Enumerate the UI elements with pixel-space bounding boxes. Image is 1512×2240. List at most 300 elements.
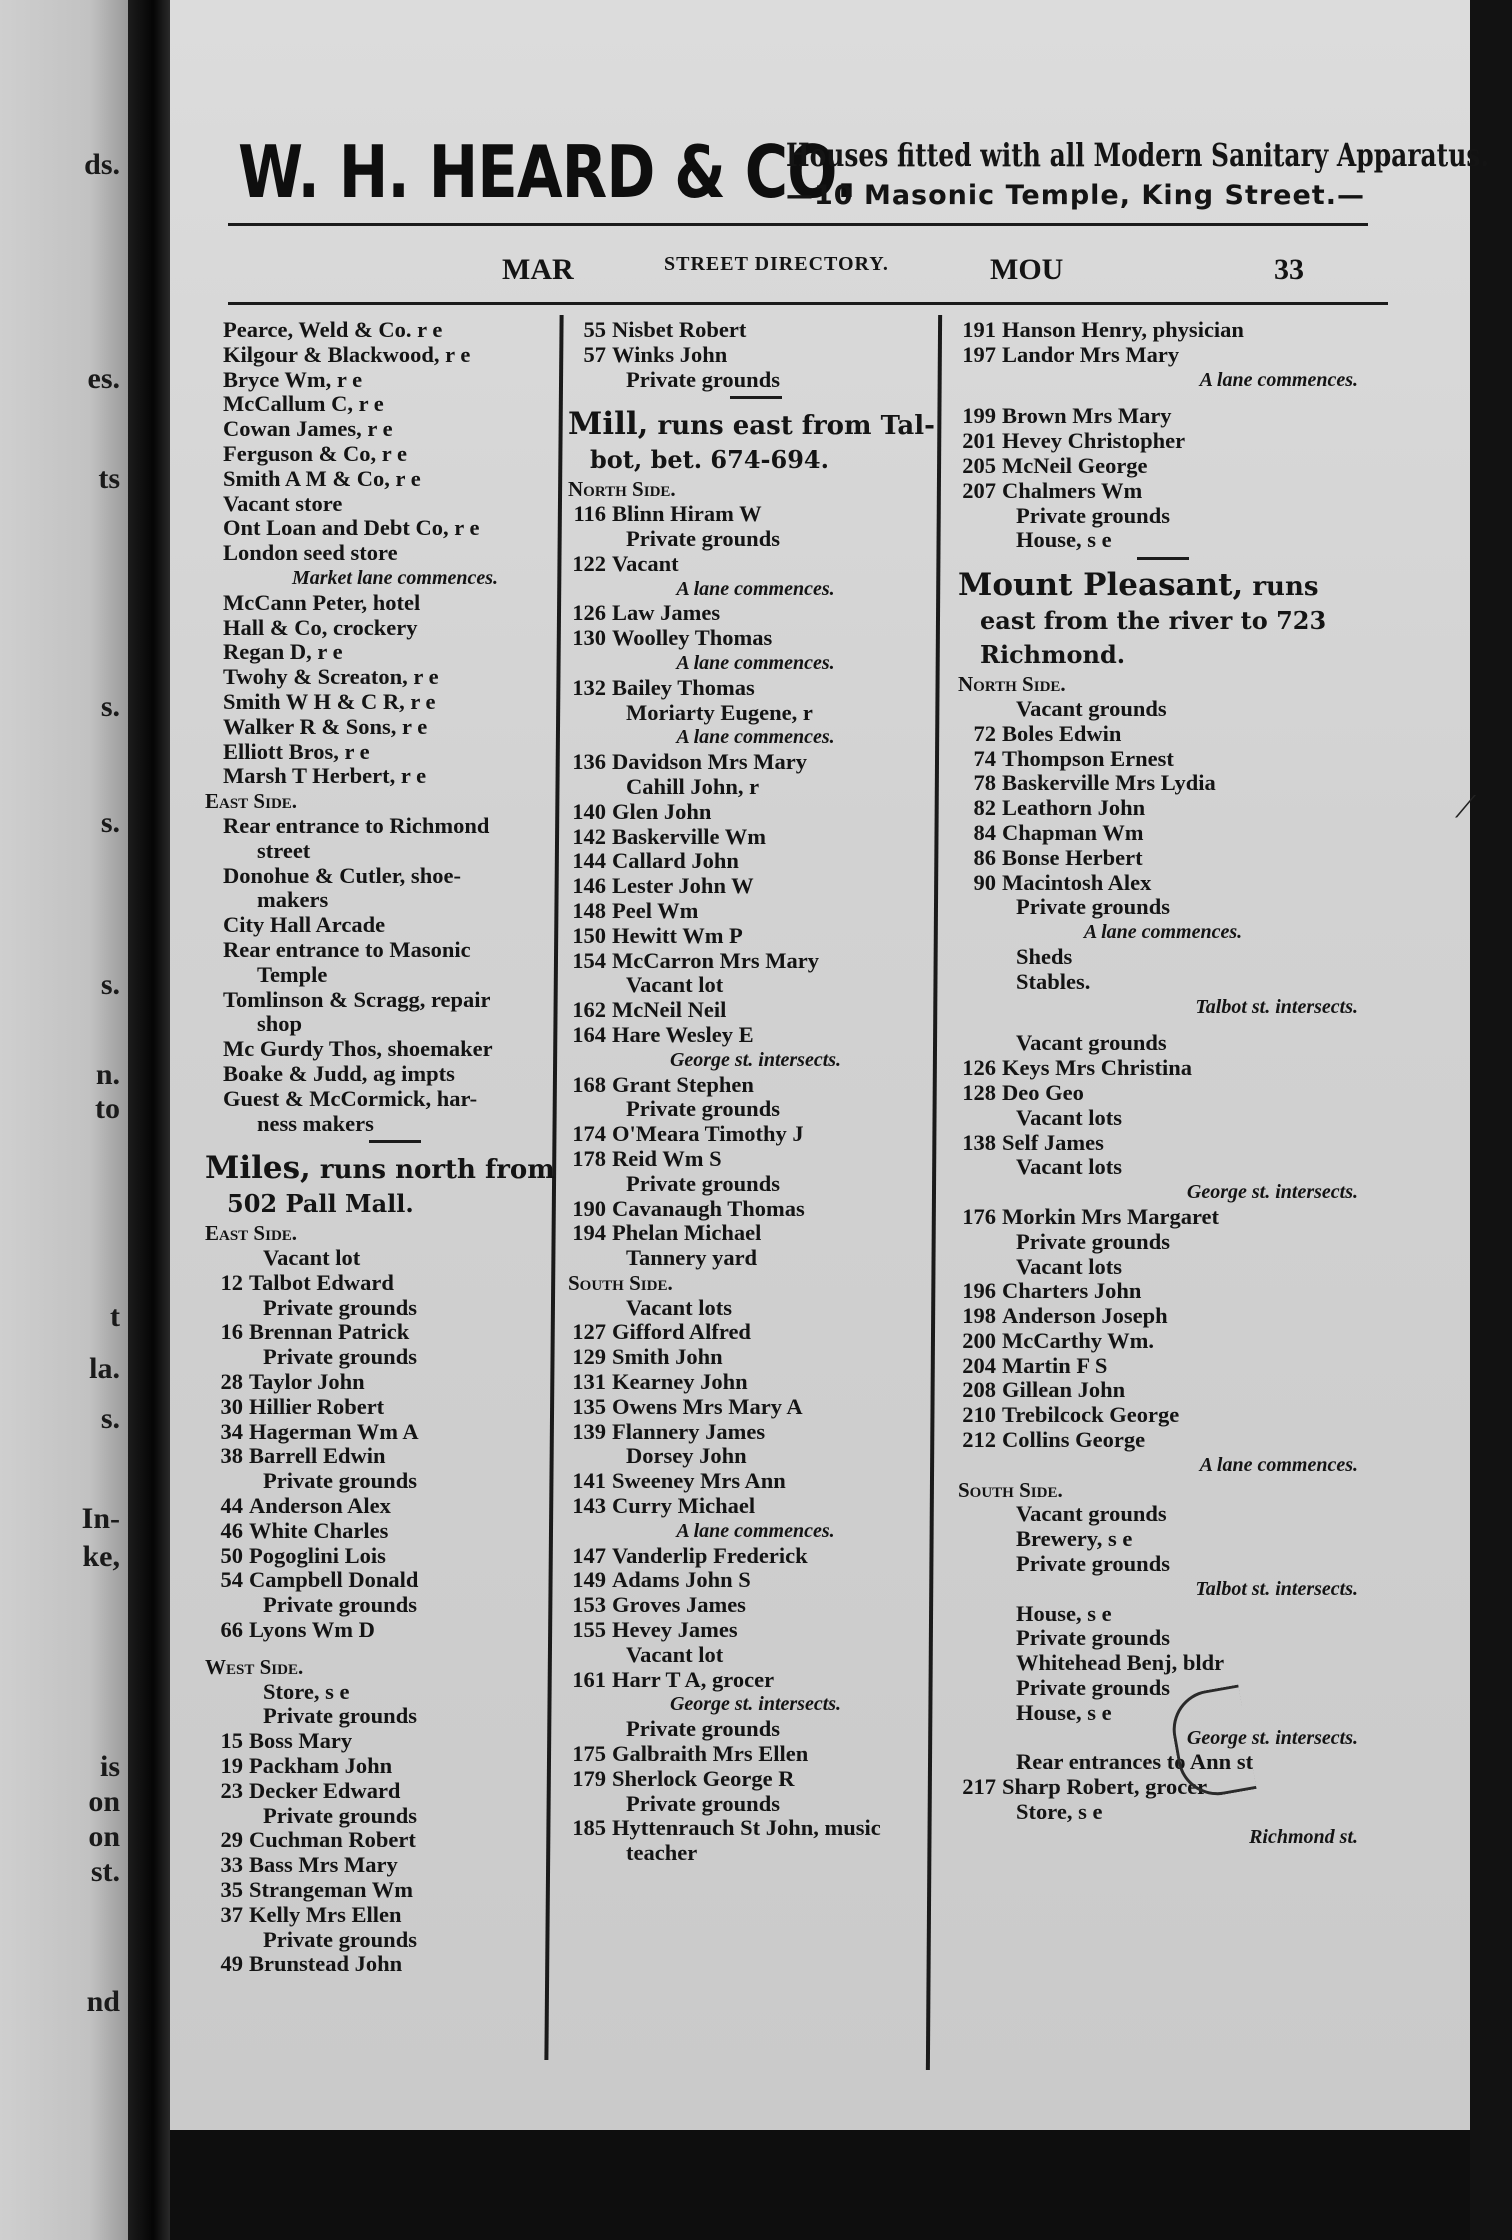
street-name: Mount Pleasant, bbox=[958, 567, 1244, 604]
occupant-name: Sharp Robert, grocer bbox=[1002, 1774, 1208, 1800]
house-number: 84 bbox=[973, 819, 996, 845]
margin-fragment: s. bbox=[100, 968, 120, 1001]
house-number: 178 bbox=[572, 1145, 606, 1171]
occupant-name: Baskerville Mrs Lydia bbox=[1002, 770, 1216, 796]
occupant-name: Winks John bbox=[612, 341, 728, 367]
house-number: 122 bbox=[572, 550, 606, 576]
occupant-name: Lyons Wm D bbox=[249, 1617, 375, 1643]
numbered-entry bbox=[560, 601, 943, 626]
numbered-entry bbox=[560, 318, 943, 343]
house-number: 128 bbox=[962, 1079, 996, 1105]
directory-entry: Pearce, Weld & Co. r e bbox=[223, 317, 443, 342]
numbered-entry bbox=[560, 1618, 943, 1643]
house-number: 29 bbox=[220, 1827, 243, 1853]
occupant-name: Kelly Mrs Ellen bbox=[249, 1901, 402, 1927]
house-number: 127 bbox=[572, 1319, 606, 1345]
house-number: 86 bbox=[973, 844, 996, 870]
street-heading bbox=[205, 1151, 585, 1221]
directory-entry: Stables. bbox=[1016, 968, 1091, 994]
book-spine bbox=[128, 0, 170, 2240]
margin-fragment: is bbox=[99, 1750, 120, 1783]
numbered-entry bbox=[560, 800, 943, 825]
cross-street-note: Market lane commences. bbox=[291, 566, 499, 589]
numbered-entry bbox=[950, 1081, 1368, 1106]
house-number: 147 bbox=[572, 1542, 606, 1568]
adjacent-page-fragment bbox=[0, 0, 128, 2240]
house-number: 207 bbox=[962, 477, 996, 503]
numbered-entry bbox=[197, 1754, 585, 1779]
numbered-entry bbox=[560, 1221, 943, 1246]
directory-column-3 bbox=[958, 318, 1368, 1850]
occupant-name: Brunstead John bbox=[249, 1951, 403, 1977]
street-side-heading: North Side. bbox=[568, 477, 676, 502]
numbered-entry bbox=[560, 899, 943, 924]
numbered-entry bbox=[950, 343, 1368, 368]
occupant-name: Decker Edward bbox=[249, 1777, 401, 1803]
numbered-entry bbox=[197, 1903, 585, 1928]
margin-mark: ⟋ bbox=[1455, 790, 1476, 825]
house-number: 196 bbox=[962, 1278, 996, 1304]
house-number: 143 bbox=[572, 1493, 606, 1519]
directory-column-1 bbox=[205, 318, 585, 1977]
page-edge-shadow bbox=[1470, 0, 1512, 2240]
occupant-name: Law James bbox=[612, 600, 721, 626]
occupant-name: Packham John bbox=[249, 1753, 393, 1779]
occupant-name: McCarron Mrs Mary bbox=[612, 947, 820, 973]
directory-entry: Rear entrance to Richmond bbox=[223, 812, 490, 838]
occupant-name: Martin F S bbox=[1002, 1352, 1108, 1378]
occupant-name: Strangeman Wm bbox=[249, 1877, 413, 1903]
directory-entry: Private grounds bbox=[1016, 1551, 1170, 1577]
occupant-name: Sweeney Mrs Ann bbox=[612, 1468, 786, 1494]
occupant-name: Gillean John bbox=[1002, 1377, 1126, 1403]
numbered-entry bbox=[560, 1742, 943, 1767]
directory-entry: Private grounds bbox=[1016, 1675, 1170, 1701]
occupant-name: Campbell Donald bbox=[249, 1567, 419, 1593]
directory-entry: Private grounds bbox=[1016, 1228, 1170, 1254]
directory-entry: Vacant lots bbox=[626, 1294, 733, 1320]
house-number: 126 bbox=[962, 1055, 996, 1081]
street-description-cont: bot, bet. 674-694. bbox=[590, 445, 829, 475]
cross-street-note: A lane commences. bbox=[676, 651, 835, 674]
directory-entry: makers bbox=[257, 887, 329, 913]
numbered-entry bbox=[560, 1147, 943, 1172]
occupant-name: Cuchman Robert bbox=[249, 1827, 416, 1853]
directory-entry: Store, s e bbox=[263, 1678, 350, 1704]
house-number: 149 bbox=[572, 1567, 606, 1593]
occupant-name: Hevey James bbox=[612, 1617, 738, 1643]
house-number: 153 bbox=[572, 1592, 606, 1618]
house-number: 201 bbox=[962, 428, 996, 454]
numbered-entry bbox=[197, 1395, 585, 1420]
directory-entry: Private grounds bbox=[263, 1294, 417, 1320]
numbered-entry bbox=[950, 1403, 1368, 1428]
house-number: 210 bbox=[962, 1402, 996, 1428]
directory-entry: Tomlinson & Scragg, repair bbox=[223, 986, 491, 1012]
street-description-cont: 502 Pall Mall. bbox=[227, 1189, 414, 1219]
margin-fragment: la. bbox=[89, 1352, 120, 1385]
directory-entry: Vacant grounds bbox=[1016, 1030, 1167, 1056]
occupant-name: Bass Mrs Mary bbox=[249, 1852, 398, 1878]
house-number: 16 bbox=[220, 1319, 243, 1345]
numbered-entry bbox=[560, 626, 943, 651]
house-number: 34 bbox=[220, 1418, 243, 1444]
margin-fragment: n. bbox=[95, 1058, 120, 1091]
street-name: Mill, bbox=[568, 406, 649, 443]
house-number: 57 bbox=[583, 341, 606, 367]
house-number: 212 bbox=[962, 1427, 996, 1453]
directory-entry: Whitehead Benj, bldr bbox=[1016, 1650, 1225, 1676]
numbered-entry bbox=[560, 552, 943, 577]
occupant-name: Vacant bbox=[612, 550, 679, 576]
directory-entry: McCallum C, r e bbox=[223, 391, 384, 417]
house-number: 35 bbox=[220, 1877, 243, 1903]
numbered-entry bbox=[197, 1853, 585, 1878]
numbered-entry bbox=[560, 924, 943, 949]
numbered-entry bbox=[950, 1378, 1368, 1403]
margin-fragment: t bbox=[110, 1300, 120, 1333]
numbered-entry bbox=[950, 722, 1368, 747]
occupant-name: Bonse Herbert bbox=[1002, 844, 1143, 870]
occupant-name: Hillier Robert bbox=[249, 1393, 385, 1419]
house-number: 164 bbox=[572, 1021, 606, 1047]
house-number: 150 bbox=[572, 922, 606, 948]
occupant-name: Anderson Joseph bbox=[1002, 1303, 1168, 1329]
house-number: 131 bbox=[572, 1369, 606, 1395]
directory-entry: Vacant lot bbox=[263, 1245, 361, 1271]
directory-entry: Guest & McCormick, har- bbox=[223, 1085, 478, 1111]
numbered-entry bbox=[560, 1197, 943, 1222]
numbered-entry bbox=[197, 1494, 585, 1519]
directory-entry: Temple bbox=[257, 961, 328, 987]
numbered-entry bbox=[197, 1320, 585, 1345]
directory-entry: Ferguson & Co, r e bbox=[223, 440, 407, 466]
house-number: 15 bbox=[220, 1728, 243, 1754]
occupant-name: McCarthy Wm. bbox=[1002, 1327, 1155, 1353]
house-number: 142 bbox=[572, 823, 606, 849]
margin-fragment: st. bbox=[90, 1855, 120, 1888]
street-description: runs bbox=[1252, 572, 1319, 603]
directory-entry: Private grounds bbox=[1016, 1625, 1170, 1651]
directory-entry: Marsh T Herbert, r e bbox=[223, 763, 427, 789]
directory-entry: Private grounds bbox=[1016, 894, 1170, 920]
numbered-entry bbox=[950, 318, 1368, 343]
occupant-name: Morkin Mrs Margaret bbox=[1002, 1203, 1220, 1229]
numbered-entry bbox=[950, 1279, 1368, 1304]
margin-fragment: es. bbox=[87, 362, 120, 395]
numbered-entry bbox=[197, 1271, 585, 1296]
numbered-entry bbox=[560, 1668, 943, 1693]
house-number: 185 bbox=[572, 1815, 606, 1841]
numbered-entry bbox=[560, 998, 943, 1023]
directory-entry: shop bbox=[257, 1011, 303, 1037]
house-number: 198 bbox=[962, 1303, 996, 1329]
directory-entry: Mc Gurdy Thos, shoemaker bbox=[223, 1036, 493, 1062]
running-head-left: MAR bbox=[502, 253, 574, 286]
directory-entry: Ont Loan and Debt Co, r e bbox=[223, 515, 480, 541]
house-number: 148 bbox=[572, 897, 606, 923]
occupant-name: White Charles bbox=[249, 1517, 389, 1543]
directory-entry: Cahill John, r bbox=[626, 773, 760, 799]
numbered-entry bbox=[950, 871, 1368, 896]
numbered-entry bbox=[560, 849, 943, 874]
street-name: Miles, bbox=[205, 1150, 311, 1187]
house-number: 168 bbox=[572, 1071, 606, 1097]
numbered-entry bbox=[560, 1345, 943, 1370]
margin-fragment: s. bbox=[100, 690, 120, 723]
occupant-name: Collins George bbox=[1002, 1427, 1146, 1453]
house-number: 132 bbox=[572, 674, 606, 700]
numbered-entry bbox=[560, 1568, 943, 1593]
numbered-entry bbox=[560, 1370, 943, 1395]
directory-entry: teacher bbox=[626, 1840, 698, 1866]
street-side-heading: South Side. bbox=[568, 1270, 673, 1295]
occupant-name: Grant Stephen bbox=[612, 1071, 754, 1097]
numbered-entry bbox=[560, 1320, 943, 1345]
occupant-name: Lester John W bbox=[612, 873, 754, 899]
occupant-name: Thompson Ernest bbox=[1002, 745, 1174, 771]
numbered-entry bbox=[950, 1304, 1368, 1329]
margin-fragment: ts bbox=[98, 462, 120, 495]
directory-entry: McCann Peter, hotel bbox=[223, 589, 421, 615]
cross-street-note: A lane commences. bbox=[676, 726, 835, 749]
numbered-entry bbox=[197, 1828, 585, 1853]
margin-fragment: on bbox=[88, 1820, 120, 1853]
house-number: 194 bbox=[572, 1220, 606, 1246]
directory-entry: ness makers bbox=[257, 1110, 374, 1136]
numbered-entry bbox=[197, 1952, 585, 1977]
header-rule bbox=[228, 302, 1388, 305]
numbered-entry bbox=[950, 404, 1368, 429]
advertiser-name: W. H. HEARD & CO. bbox=[238, 130, 857, 214]
directory-entry: Private grounds bbox=[626, 1170, 780, 1196]
house-number: 55 bbox=[583, 317, 606, 342]
numbered-entry bbox=[560, 750, 943, 775]
cross-street-note: A lane commences. bbox=[1199, 1453, 1358, 1476]
house-number: 12 bbox=[220, 1269, 243, 1295]
directory-entry: Private grounds bbox=[626, 1790, 780, 1816]
house-number: 162 bbox=[572, 997, 606, 1023]
directory-entry: Private grounds bbox=[263, 1703, 417, 1729]
house-number: 28 bbox=[220, 1369, 243, 1395]
directory-entry: Cowan James, r e bbox=[223, 416, 393, 442]
numbered-entry bbox=[950, 1131, 1368, 1156]
directory-entry: London seed store bbox=[223, 540, 398, 566]
numbered-entry bbox=[197, 1878, 585, 1903]
occupant-name: Barrell Edwin bbox=[249, 1443, 386, 1469]
occupant-name: Hagerman Wm A bbox=[249, 1418, 419, 1444]
house-number: 54 bbox=[220, 1567, 243, 1593]
occupant-name: Hewitt Wm P bbox=[612, 922, 743, 948]
directory-entry: Vacant grounds bbox=[1016, 695, 1167, 721]
numbered-entry bbox=[560, 874, 943, 899]
margin-fragment: In- bbox=[81, 1502, 120, 1535]
house-number: 33 bbox=[220, 1852, 243, 1878]
cross-street-note: A lane commences. bbox=[1199, 368, 1358, 391]
house-number: 197 bbox=[962, 341, 996, 367]
street-side-heading: South Side. bbox=[958, 1477, 1063, 1502]
occupant-name: Blinn Hiram W bbox=[612, 501, 762, 527]
directory-entry: Rear entrance to Masonic bbox=[223, 936, 471, 962]
section-separator bbox=[369, 1140, 421, 1143]
numbered-entry bbox=[560, 1023, 943, 1048]
house-number: 144 bbox=[572, 848, 606, 874]
occupant-name: Hyttenrauch St John, music bbox=[612, 1815, 881, 1841]
margin-fragment: on bbox=[88, 1785, 120, 1818]
numbered-entry bbox=[560, 1122, 943, 1147]
directory-entry: Private grounds bbox=[626, 525, 780, 551]
numbered-entry bbox=[560, 502, 943, 527]
occupant-name: Hare Wesley E bbox=[612, 1021, 754, 1047]
cross-street-note: George st. intersects. bbox=[1186, 1181, 1358, 1204]
house-number: 140 bbox=[572, 798, 606, 824]
occupant-name: Groves James bbox=[612, 1592, 746, 1618]
occupant-name: Flannery James bbox=[612, 1418, 766, 1444]
occupant-name: Keys Mrs Christina bbox=[1002, 1055, 1192, 1081]
numbered-entry bbox=[950, 1329, 1368, 1354]
directory-entry: Vacant grounds bbox=[1016, 1501, 1167, 1527]
numbered-entry bbox=[197, 1544, 585, 1569]
house-number: 191 bbox=[962, 317, 996, 342]
numbered-entry bbox=[560, 343, 943, 368]
directory-entry: Rear entrances to Ann st bbox=[1016, 1749, 1254, 1775]
house-number: 50 bbox=[220, 1542, 243, 1568]
house-number: 200 bbox=[962, 1327, 996, 1353]
house-number: 130 bbox=[572, 625, 606, 651]
section-separator bbox=[730, 396, 782, 399]
house-number: 72 bbox=[973, 720, 996, 746]
directory-entry: Vacant lots bbox=[1016, 1104, 1123, 1130]
occupant-name: Kearney John bbox=[612, 1369, 748, 1395]
house-number: 146 bbox=[572, 873, 606, 899]
street-heading bbox=[568, 407, 943, 477]
numbered-entry bbox=[560, 1544, 943, 1569]
directory-entry: Smith W H & C R, r e bbox=[223, 688, 436, 714]
directory-entry: House, s e bbox=[1016, 1600, 1112, 1626]
house-number: 19 bbox=[220, 1753, 243, 1779]
numbered-entry bbox=[950, 454, 1368, 479]
numbered-entry bbox=[950, 1056, 1368, 1081]
numbered-entry bbox=[197, 1444, 585, 1469]
directory-entry: Tannery yard bbox=[626, 1245, 758, 1271]
numbered-entry bbox=[197, 1568, 585, 1593]
occupant-name: Vanderlip Frederick bbox=[612, 1542, 808, 1568]
house-number: 90 bbox=[973, 869, 996, 895]
numbered-entry bbox=[197, 1420, 585, 1445]
numbered-entry bbox=[950, 846, 1368, 871]
directory-entry: Vacant lot bbox=[626, 972, 724, 998]
numbered-entry bbox=[560, 825, 943, 850]
occupant-name: Anderson Alex bbox=[249, 1493, 391, 1519]
margin-fragment: to bbox=[95, 1092, 120, 1125]
directory-entry: City Hall Arcade bbox=[223, 912, 386, 938]
house-number: 139 bbox=[572, 1418, 606, 1444]
cross-street-note: A lane commences. bbox=[676, 1519, 835, 1542]
house-number: 175 bbox=[572, 1741, 606, 1767]
numbered-entry bbox=[950, 1775, 1368, 1800]
advertiser-address: —10 Masonic Temple, King Street.— bbox=[786, 180, 1365, 211]
numbered-entry bbox=[197, 1729, 585, 1754]
occupant-name: Pogoglini Lois bbox=[249, 1542, 386, 1568]
occupant-name: Gifford Alfred bbox=[612, 1319, 751, 1345]
numbered-entry bbox=[560, 1420, 943, 1445]
directory-entry: Private grounds bbox=[263, 1802, 417, 1828]
numbered-entry bbox=[950, 1205, 1368, 1230]
occupant-name: Landor Mrs Mary bbox=[1002, 341, 1180, 367]
directory-entry: Kilgour & Blackwood, r e bbox=[223, 341, 471, 367]
house-number: 155 bbox=[572, 1617, 606, 1643]
occupant-name: Reid Wm S bbox=[612, 1145, 722, 1171]
house-number: 154 bbox=[572, 947, 606, 973]
cross-street-note: George st. intersects. bbox=[669, 1693, 842, 1716]
numbered-entry bbox=[950, 429, 1368, 454]
directory-entry: House, s e bbox=[1016, 527, 1112, 553]
cross-street-note: Talbot st. intersects. bbox=[1195, 1577, 1358, 1600]
house-number: 136 bbox=[572, 749, 606, 775]
numbered-entry bbox=[950, 1428, 1368, 1453]
occupant-name: Hanson Henry, physician bbox=[1002, 317, 1244, 342]
numbered-entry bbox=[197, 1779, 585, 1804]
numbered-entry bbox=[197, 1370, 585, 1395]
occupant-name: Glen John bbox=[612, 798, 712, 824]
directory-entry: Vacant lots bbox=[1016, 1154, 1123, 1180]
occupant-name: Leathorn John bbox=[1002, 795, 1146, 821]
directory-entry: Walker R & Sons, r e bbox=[223, 713, 428, 739]
occupant-name: Peel Wm bbox=[612, 897, 699, 923]
numbered-entry bbox=[950, 821, 1368, 846]
house-number: 37 bbox=[220, 1901, 243, 1927]
directory-entry: Sheds bbox=[1016, 943, 1073, 969]
occupant-name: Chapman Wm bbox=[1002, 819, 1144, 845]
house-number: 38 bbox=[220, 1443, 243, 1469]
house-number: 199 bbox=[962, 403, 996, 429]
numbered-entry bbox=[560, 1593, 943, 1618]
directory-entry: Private grounds bbox=[1016, 502, 1170, 528]
house-number: 74 bbox=[973, 745, 996, 771]
occupant-name: Brown Mrs Mary bbox=[1002, 403, 1172, 429]
occupant-name: McNeil Neil bbox=[612, 997, 727, 1023]
occupant-name: Adams John S bbox=[612, 1567, 751, 1593]
banner-rule bbox=[228, 223, 1368, 226]
house-number: 204 bbox=[962, 1352, 996, 1378]
house-number: 208 bbox=[962, 1377, 996, 1403]
occupant-name: Chalmers Wm bbox=[1002, 477, 1143, 503]
house-number: 161 bbox=[572, 1666, 606, 1692]
cross-street-note: Talbot st. intersects. bbox=[1195, 995, 1358, 1018]
directory-entry: Twohy & Screaton, r e bbox=[223, 664, 439, 690]
cross-street-note: George st. intersects. bbox=[669, 1048, 842, 1071]
margin-fragment: s. bbox=[100, 1402, 120, 1435]
house-number: 176 bbox=[962, 1203, 996, 1229]
house-number: 126 bbox=[572, 600, 606, 626]
house-number: 78 bbox=[973, 770, 996, 796]
occupant-name: McNeil George bbox=[1002, 452, 1148, 478]
running-head-right: MOU bbox=[990, 253, 1064, 286]
numbered-entry bbox=[560, 676, 943, 701]
occupant-name: Bailey Thomas bbox=[612, 674, 755, 700]
page-number: 33 bbox=[1274, 253, 1304, 286]
occupant-name: Boss Mary bbox=[249, 1728, 353, 1754]
numbered-entry bbox=[197, 1519, 585, 1544]
street-description-cont: east from the river to 723 Richmond. bbox=[980, 606, 1327, 670]
directory-entry: Vacant store bbox=[223, 490, 343, 516]
directory-entry: Hall & Co, crockery bbox=[223, 614, 418, 640]
numbered-entry bbox=[560, 1494, 943, 1519]
occupant-name: Hevey Christopher bbox=[1002, 428, 1186, 454]
house-number: 205 bbox=[962, 452, 996, 478]
occupant-name: Talbot Edward bbox=[249, 1269, 394, 1295]
house-number: 217 bbox=[962, 1774, 996, 1800]
